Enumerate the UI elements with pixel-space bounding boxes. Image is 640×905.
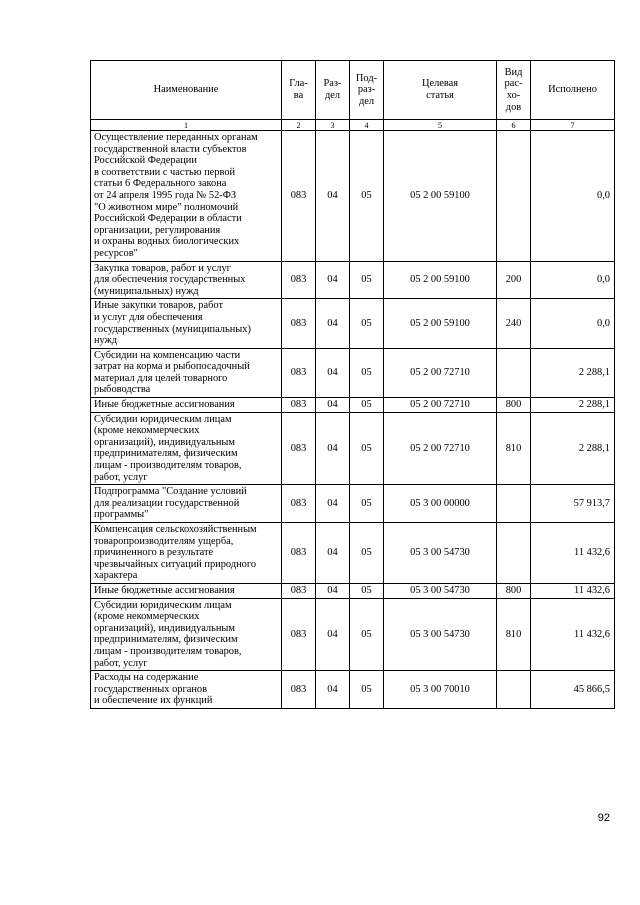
table-row: [91, 485, 615, 523]
cell-podrazdel: 05: [350, 671, 384, 709]
cell-name: Субсидии юридическим лицам (кроме некоммерческих организаций), индивидуальным предпринимателям, физическим лицам - производителям товаров, работ, услуг: [91, 598, 282, 671]
cell-ispolneno: 45 866,5: [531, 671, 615, 709]
header-razdel: Раз- дел: [316, 61, 350, 120]
page-number: 92: [597, 812, 610, 824]
cell-celevaya-statya: 05 3 00 00000: [384, 485, 497, 523]
cell-vid-raskhodov: 200: [497, 261, 531, 299]
cell-razdel: 04: [316, 598, 350, 671]
table-row: [91, 523, 615, 584]
cell-vid-raskhodov: 810: [497, 412, 531, 485]
cell-vid-raskhodov: [497, 523, 531, 584]
column-number: 3: [316, 120, 350, 131]
cell-razdel: 04: [316, 485, 350, 523]
cell-glava: 083: [282, 299, 316, 348]
cell-glava: 083: [282, 412, 316, 485]
cell-ispolneno: 0,0: [531, 261, 615, 299]
cell-glava: 083: [282, 261, 316, 299]
cell-razdel: 04: [316, 412, 350, 485]
header-celevaya-statya: Целевая статья: [384, 61, 497, 120]
cell-podrazdel: 05: [350, 131, 384, 262]
cell-name: Иные закупки товаров, работ и услуг для обеспечения государственных (муниципальных) нужд: [91, 299, 282, 348]
cell-razdel: 04: [316, 583, 350, 598]
cell-celevaya-statya: 05 2 00 72710: [384, 398, 497, 413]
cell-name: Закупка товаров, работ и услуг для обеспечения государственных (муниципальных) нужд: [91, 261, 282, 299]
cell-celevaya-statya: 05 3 00 54730: [384, 583, 497, 598]
cell-ispolneno: 0,0: [531, 131, 615, 262]
header-podrazdel: Под- раз- дел: [350, 61, 384, 120]
cell-glava: 083: [282, 348, 316, 397]
cell-celevaya-statya: 05 2 00 59100: [384, 261, 497, 299]
cell-name: Иные бюджетные ассигнования: [91, 583, 282, 598]
cell-vid-raskhodov: 800: [497, 398, 531, 413]
column-number-row: [91, 120, 615, 131]
table-row: [91, 671, 615, 709]
cell-razdel: 04: [316, 348, 350, 397]
cell-name: Иные бюджетные ассигнования: [91, 398, 282, 413]
cell-ispolneno: 57 913,7: [531, 485, 615, 523]
cell-celevaya-statya: 05 2 00 72710: [384, 412, 497, 485]
cell-glava: 083: [282, 398, 316, 413]
cell-celevaya-statya: 05 2 00 59100: [384, 131, 497, 262]
cell-celevaya-statya: 05 2 00 72710: [384, 348, 497, 397]
table-row: [91, 299, 615, 348]
table-row: [91, 598, 615, 671]
cell-razdel: 04: [316, 523, 350, 584]
column-number: 6: [497, 120, 531, 131]
cell-podrazdel: 05: [350, 299, 384, 348]
cell-ispolneno: 11 432,6: [531, 583, 615, 598]
cell-celevaya-statya: 05 3 00 54730: [384, 523, 497, 584]
column-number: 5: [384, 120, 497, 131]
cell-name: Осуществление переданных органам государственной власти субъектов Российской Федерации в соответствии с частью первой статьи 6 Федерального закона от 24 апреля 1995 года № 52-ФЗ "О животном мире" полномочий Российской Федерации в области организации, регулирования и охраны водных биологических ресурсов": [91, 131, 282, 262]
column-number: 1: [91, 120, 282, 131]
cell-podrazdel: 05: [350, 412, 384, 485]
cell-ispolneno: 11 432,6: [531, 598, 615, 671]
table-row: [91, 583, 615, 598]
cell-razdel: 04: [316, 299, 350, 348]
table-row: [91, 348, 615, 397]
cell-glava: 083: [282, 523, 316, 584]
table-row: [91, 261, 615, 299]
header-name: Наименование: [91, 61, 282, 120]
header-ispolneno: Исполнено: [531, 61, 615, 120]
cell-vid-raskhodov: [497, 131, 531, 262]
cell-razdel: 04: [316, 261, 350, 299]
cell-name: Субсидии юридическим лицам (кроме некоммерческих организаций), индивидуальным предпринимателям, физическим лицам - производителям товаров, работ, услуг: [91, 412, 282, 485]
cell-ispolneno: 2 288,1: [531, 412, 615, 485]
header-vid-raskhodov: Вид рас- хо- дов: [497, 61, 531, 120]
cell-vid-raskhodov: [497, 485, 531, 523]
cell-podrazdel: 05: [350, 261, 384, 299]
cell-razdel: 04: [316, 398, 350, 413]
cell-podrazdel: 05: [350, 598, 384, 671]
cell-celevaya-statya: 05 3 00 54730: [384, 598, 497, 671]
column-number: 7: [531, 120, 615, 131]
cell-podrazdel: 05: [350, 348, 384, 397]
cell-razdel: 04: [316, 671, 350, 709]
table-row: [91, 131, 615, 262]
cell-vid-raskhodov: 240: [497, 299, 531, 348]
cell-glava: 083: [282, 598, 316, 671]
column-number: 2: [282, 120, 316, 131]
cell-razdel: 04: [316, 131, 350, 262]
cell-vid-raskhodov: [497, 671, 531, 709]
cell-name: Компенсация сельскохозяйственным товаропроизводителям ущерба, причиненного в результате чрезвычайных ситуаций природного характера: [91, 523, 282, 584]
cell-celevaya-statya: 05 3 00 70010: [384, 671, 497, 709]
cell-ispolneno: 0,0: [531, 299, 615, 348]
cell-glava: 083: [282, 485, 316, 523]
column-number: 4: [350, 120, 384, 131]
budget-table: [90, 60, 615, 709]
cell-ispolneno: 11 432,6: [531, 523, 615, 584]
cell-name: Субсидии на компенсацию части затрат на корма и рыбопосадочный материал для целей товарного рыбоводства: [91, 348, 282, 397]
cell-ispolneno: 2 288,1: [531, 398, 615, 413]
cell-glava: 083: [282, 583, 316, 598]
table-header-row: [91, 61, 615, 120]
cell-name: Расходы на содержание государственных органов и обеспечение их функций: [91, 671, 282, 709]
cell-name: Подпрограмма "Создание условий для реализации государственной программы": [91, 485, 282, 523]
cell-vid-raskhodov: 810: [497, 598, 531, 671]
cell-vid-raskhodov: 800: [497, 583, 531, 598]
table-row: [91, 412, 615, 485]
cell-podrazdel: 05: [350, 398, 384, 413]
table-row: [91, 398, 615, 413]
cell-podrazdel: 05: [350, 485, 384, 523]
cell-glava: 083: [282, 671, 316, 709]
cell-podrazdel: 05: [350, 523, 384, 584]
cell-vid-raskhodov: [497, 348, 531, 397]
header-glava: Гла- ва: [282, 61, 316, 120]
cell-glava: 083: [282, 131, 316, 262]
cell-ispolneno: 2 288,1: [531, 348, 615, 397]
cell-celevaya-statya: 05 2 00 59100: [384, 299, 497, 348]
cell-podrazdel: 05: [350, 583, 384, 598]
